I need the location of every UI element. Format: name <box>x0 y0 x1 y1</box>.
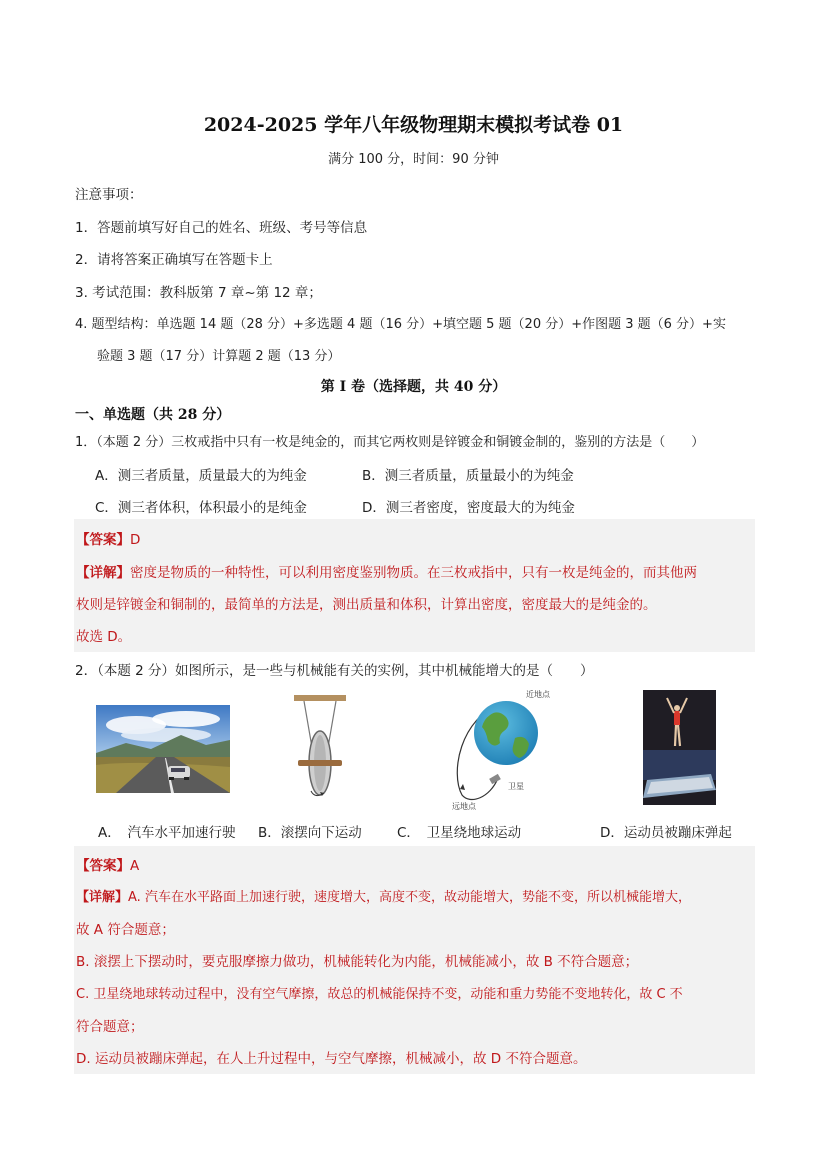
q2-answer-box <box>74 846 755 1074</box>
q2-detail-line: D. 运动员被蹦床弹起，在人上升过程中，与空气摩擦，机械减小，故 D 不符合题意。 <box>76 1051 587 1067</box>
q1-detail-line: 枚则是锌镀金和铜制的，最简单的方法是，测出质量和体积，计算出密度，密度最大的是纯金的。 <box>76 597 657 613</box>
satellite-label: 卫星 <box>508 782 524 791</box>
q1-option-a: A．测三者质量，质量最大的为纯金 <box>95 468 307 484</box>
satellite-orbit-image <box>440 683 555 811</box>
q2-stem: 2．（本题 2 分）如图所示，是一些与机械能有关的实例，其中机械能增大的是（ ） <box>75 663 594 679</box>
q1-option-c: C．测三者体积，体积最小的是纯金 <box>95 500 307 516</box>
q2-option-b: B．滚摆向下运动 <box>258 825 362 841</box>
q1-answer: 【答案】D <box>76 532 141 548</box>
q2-detail-line: B. 滚摆上下摆动时，要克服摩擦力做功，机械能转化为内能，机械能减小，故 B 不符合题意； <box>76 954 639 970</box>
q2-option-c: C． 卫星绕地球运动 <box>397 825 522 841</box>
near-point-label: 近地点 <box>526 690 550 699</box>
rolling-pendulum-image <box>290 693 350 803</box>
exam-info: 满分 100 分，时间：90 分钟 <box>328 152 499 167</box>
q2-detail-line: 符合题意； <box>76 1019 144 1035</box>
note-item: 验题 3 题（17 分）计算题 2 题（13 分） <box>97 349 341 364</box>
q1-detail-line: 【详解】密度是物质的一种特性，可以利用密度鉴别物质。在三枚戒指中，只有一枚是纯金的，而其他两 <box>76 565 697 581</box>
q2-option-a: A． 汽车水平加速行驶 <box>98 825 236 841</box>
far-point-label: 远地点 <box>452 802 476 811</box>
note-item: 4. 题型结构：单选题 14 题（28 分）+多选题 4 题（16 分）+填空题 5 题（20 分）+作图题 3 题（6 分）+实 <box>75 317 726 332</box>
q2-detail-line: C. 卫星绕地球转动过程中，没有空气摩擦，故总的机械能保持不变，动能和重力势能不变地转化，故 C 不 <box>76 987 683 1002</box>
q1-stem: 1．（本题 2 分）三枚戒指中只有一枚是纯金的，而其它两枚则是锌镀金和铜镀金制的，鉴别的方法是（ ） <box>75 435 705 450</box>
q2-answer: 【答案】A <box>76 858 140 874</box>
note-item: 1．答题前填写好自己的姓名、班级、考号等信息 <box>75 220 368 236</box>
notes-heading: 注意事项： <box>75 187 143 203</box>
q2-detail-line: 【详解】A. 汽车在水平路面上加速行驶，速度增大，高度不变，故动能增大，势能不变，所以机械能增大， <box>76 890 691 905</box>
car-road-image <box>96 705 230 793</box>
section-title: 一、单选题（共 28 分） <box>75 407 231 423</box>
q1-option-b: B．测三者质量，质量最小的为纯金 <box>362 468 574 484</box>
volume-title: 第 I 卷（选择题，共 40 分） <box>320 379 507 395</box>
note-item: 3. 考试范围：教科版第 7 章~第 12 章； <box>75 285 322 301</box>
q2-option-d: D．运动员被蹦床弹起 <box>600 825 732 841</box>
q1-option-d: D．测三者密度，密度最大的为纯金 <box>362 500 575 516</box>
q1-answer-box <box>74 519 755 652</box>
trampoline-athlete-image <box>643 690 716 805</box>
q1-detail-line: 故选 D。 <box>76 629 132 645</box>
note-item: 2．请将答案正确填写在答题卡上 <box>75 252 273 268</box>
q2-detail-line: 故 A 符合题意； <box>76 922 175 938</box>
page-title: 2024-2025 学年八年级物理期末模拟考试卷 01 <box>203 114 624 136</box>
